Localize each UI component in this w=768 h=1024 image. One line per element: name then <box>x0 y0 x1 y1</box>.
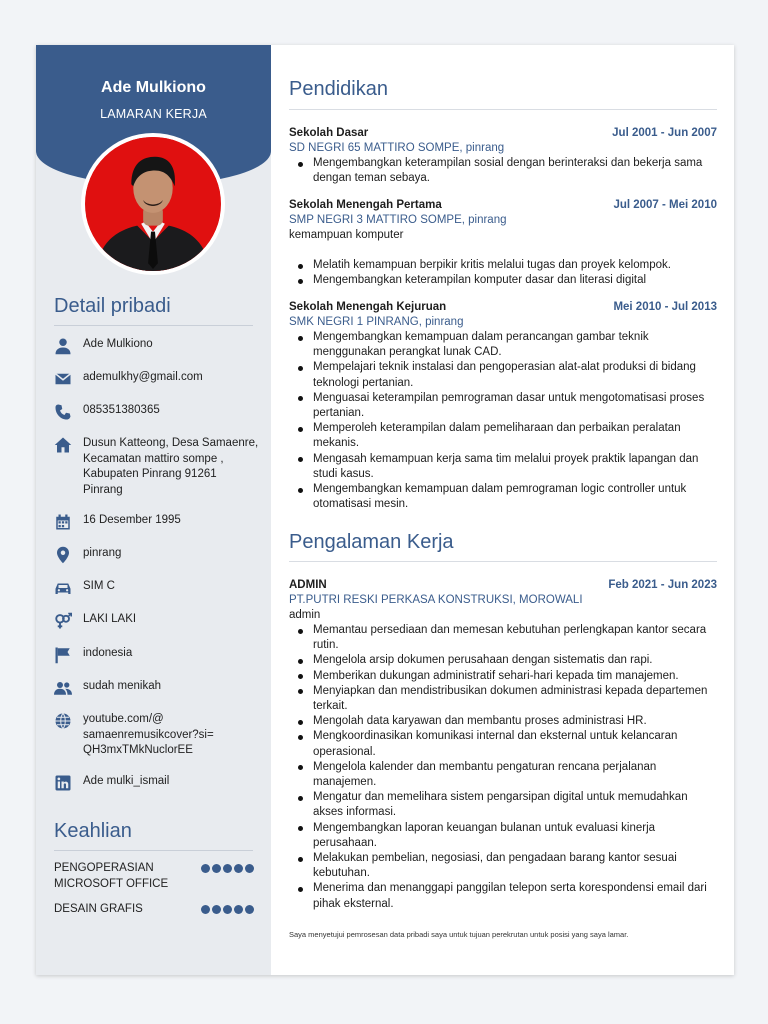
list-item: Memantau persediaan dan memesan kebutuhan perlengkapan kantor secara rutin. <box>289 623 717 653</box>
divider <box>289 109 717 110</box>
school-name: SD NEGRI 65 MATTIRO SOMPE, pinrang <box>289 142 505 154</box>
details-section-title: Detail pribadi <box>54 295 171 317</box>
skills-section-title: Keahlian <box>54 820 132 842</box>
list-item: Menerima dan menanggapi panggilan telepon serta korespondensi email dari pihak eksternal. <box>289 881 717 911</box>
school-name: SMK NEGRI 1 PINRANG, pinrang <box>289 316 464 328</box>
user-icon <box>54 337 74 355</box>
profile-subtitle: LAMARAN KERJA <box>100 107 207 121</box>
education-note: kemampuan komputer <box>289 229 404 241</box>
resume-page <box>36 45 734 975</box>
phone-icon <box>54 403 74 421</box>
skill-level-dots <box>201 864 254 873</box>
location-pin-icon <box>54 546 74 564</box>
detail-address: Dusun Katteong, Desa Samaenre, Kecamatan mattiro sompe , Kabupaten Pinrang 91261 Pinrang <box>54 436 259 498</box>
person-portrait-image <box>85 137 221 271</box>
education-level: Sekolah Menengah Pertama <box>289 199 442 211</box>
education-date: Mei 2010 - Jul 2013 <box>613 301 717 313</box>
list-item: Mengembangkan laporan keuangan bulanan untuk evaluasi kinerja perusahaan. <box>289 821 717 851</box>
sidebar <box>36 45 271 975</box>
skill-item: PENGOPERASIAN MICROSOFT OFFICE <box>54 861 254 892</box>
list-item: Mengelola arsip dokumen perusahaan dengan sistematis dan rapi. <box>289 653 717 668</box>
divider <box>289 561 717 562</box>
detail-birthplace: pinrang <box>54 546 259 564</box>
experience-section-title: Pengalaman Kerja <box>289 531 454 553</box>
linkedin-icon <box>54 774 74 792</box>
company-name: PT.PUTRI RESKI PERKASA KONSTRUKSI, MOROWALI <box>289 594 583 606</box>
experience-entry <box>289 578 717 912</box>
list-item: Melatih kemampuan berpikir kritis melalui tugas dan proyek kelompok. <box>289 258 717 273</box>
education-entry <box>289 198 717 288</box>
job-note: admin <box>289 609 321 621</box>
bullet-list <box>289 623 717 912</box>
list-item: Mengembangkan keterampilan komputer dasar dan literasi digital <box>289 273 717 288</box>
divider <box>54 850 253 851</box>
detail-email: ademulkhy@gmail.com <box>54 370 259 388</box>
detail-birthdate: 16 Desember 1995 <box>54 513 259 531</box>
education-section-title: Pendidikan <box>289 78 388 100</box>
envelope-icon <box>54 370 74 388</box>
education-level: Sekolah Menengah Kejuruan <box>289 301 447 313</box>
list-item: Memperoleh keterampilan dalam pemeliharaan dan perbaikan peralatan mekanis. <box>289 421 717 451</box>
detail-linkedin: Ade mulki_ismail <box>54 774 259 792</box>
flag-icon <box>54 646 74 664</box>
education-level: Sekolah Dasar <box>289 127 369 139</box>
list-item: Mengolah data karyawan dan membantu proses administrasi HR. <box>289 714 717 729</box>
car-icon <box>54 579 74 597</box>
globe-icon <box>54 712 74 730</box>
education-date: Jul 2001 - Jun 2007 <box>612 127 717 139</box>
bullet-list <box>289 258 717 288</box>
list-item: Memberikan dukungan administratif sehari-hari kepada tim manajemen. <box>289 669 717 684</box>
list-item: Mengasah kemampuan kerja sama tim melalui proyek praktik lapangan dan studi kasus. <box>289 452 717 482</box>
skill-item: DESAIN GRAFIS <box>54 902 254 918</box>
consent-note: Saya menyetujui pemrosesan data pribadi saya untuk tujuan perekrutan untuk posisi yang saya lamar. <box>289 930 629 939</box>
bullet-list <box>289 330 717 512</box>
list-item: Mengelola kalender dan membantu pengaturan rencana perjalanan manajemen. <box>289 760 717 790</box>
list-item: Mengembangkan kemampuan dalam perancangan gambar teknik menggunakan perangkat lunak CAD. <box>289 330 717 360</box>
list-item: Mengembangkan kemampuan dalam pemrograman logic controller untuk otomatisasi mesin. <box>289 482 717 512</box>
profile-name: Ade Mulkiono <box>101 79 206 96</box>
profile-photo <box>81 133 225 275</box>
list-item: Mempelajari teknik instalasi dan pengoperasian alat-alat produksi di bidang teknologi pertanian. <box>289 360 717 390</box>
detail-name: Ade Mulkiono <box>54 337 259 355</box>
list-item: Melakukan pembelian, negosiasi, dan pengadaan barang kantor sesuai kebutuhan. <box>289 851 717 881</box>
education-date: Jul 2007 - Mei 2010 <box>613 199 717 211</box>
job-role: ADMIN <box>289 579 327 591</box>
list-item: Mengkoordinasikan komunikasi internal dan eksternal untuk kelancaran operasional. <box>289 729 717 759</box>
job-date: Feb 2021 - Jun 2023 <box>608 579 717 591</box>
list-item: Menyiapkan dan mendistribusikan dokumen administrasi kepada departemen terkait. <box>289 684 717 714</box>
list-item: Mengatur dan memelihara sistem pengarsipan digital untuk memudahkan akses informasi. <box>289 790 717 820</box>
bullet-list <box>289 156 717 186</box>
detail-nationality: indonesia <box>54 646 259 664</box>
detail-phone: 085351380365 <box>54 403 259 421</box>
list-item: Mengembangkan keterampilan sosial dengan berinteraksi dan bekerja sama dengan teman sebaya. <box>289 156 717 186</box>
gender-icon <box>54 612 74 630</box>
users-icon <box>54 679 74 697</box>
detail-license: SIM C <box>54 579 259 597</box>
detail-website: youtube.com/@ samaenremusikcover?si= QH3mxTMkNuclorEE <box>54 712 259 759</box>
school-name: SMP NEGRI 3 MATTIRO SOMPE, pinrang <box>289 214 507 226</box>
detail-gender: LAKI LAKI <box>54 612 259 630</box>
home-icon <box>54 436 74 454</box>
divider <box>54 325 253 326</box>
detail-marital-status: sudah menikah <box>54 679 259 697</box>
calendar-icon <box>54 513 74 531</box>
skill-level-dots <box>201 905 254 914</box>
education-entry <box>289 300 717 512</box>
education-entry <box>289 126 717 186</box>
list-item: Menguasai keterampilan pemrograman dasar untuk mengotomatisasi proses pertanian. <box>289 391 717 421</box>
